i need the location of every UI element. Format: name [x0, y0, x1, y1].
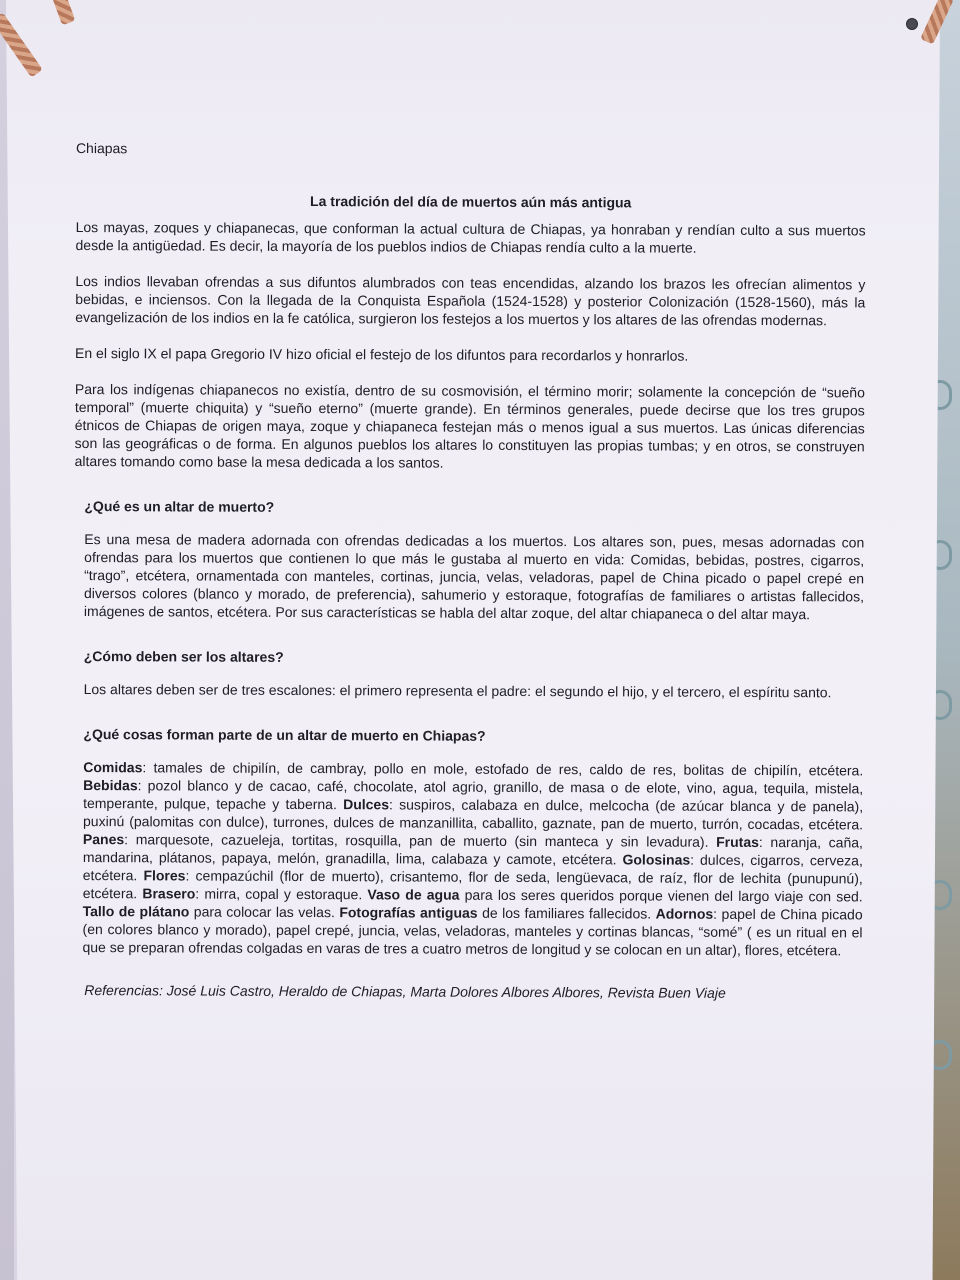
section-body-altar: Es una mesa de madera adornada con ofrendas dedicadas a los muertos. Los altares son, pues, mesas adornadas con ofrendas para los muertos que contienen lo que más le gustaba al muerto en vida: Comidas, bebidas, postres, cigarros, “trago”, etcétera, ornamentada con manteles, cortinas, juncia, velas, veladoras, papel de China picado o papel crepé en diversos colores (blanco y morado, de preferencia), sahumerio y estoraque, fotografías de familiares o artistas fallecidos, imágenes de santos, etcétera. Por sus características se habla del altar zoque, del altar chiapaneca o del altar maya. [83, 531, 865, 623]
intro-paragraph-3: En el siglo IX el papa Gregorio IV hizo oficial el festejo de los difuntos para recordarlos y honrarlos. [75, 344, 689, 364]
item-text: : papel de China picado (en colores blanco y morado), papel crepé, juncia, velas, veladoras, manteles y cortinas blancas, “somé” ( es un ritual en el que se preparan ofrendas colgadas en varas de tres a cuatro metros de longitud y se colocan en un altar), flores, etcétera. [82, 905, 863, 959]
section-body-altares: Los altares deben ser de tres escalones: el primero representa el padre: el segundo el hijo, y el tercero, el espíritu santo. [83, 681, 832, 701]
item-text: : pozol blanco y de cacao, café, chocolate, atol agrio, granillo, de masa o de elote, vino, agua, tequila, mistela, temperante, pulque, tepache y taberna. [83, 777, 864, 813]
section-heading-altar: ¿Qué es un altar de muerto? [84, 498, 275, 515]
item-label: Adornos [655, 905, 714, 922]
pin-icon [906, 18, 918, 30]
item-text: : tamales de chipilín, de cambray, pollo en mole, estofado de res, caldo de res, bolitas de chipilín, etcétera. [142, 759, 864, 779]
item-label: Comidas [83, 759, 143, 776]
references: Referencias: José Luis Castro, Heraldo de Chiapas, Marta Dolores Albores Albores, Revista Buen Viaje [84, 982, 726, 1001]
item-label: Brasero [142, 885, 196, 902]
item-label: Fotografías antiguas [339, 904, 478, 921]
item-label: Dulces [343, 796, 390, 813]
document-content [72, 140, 866, 1001]
intro-paragraph-2: Los indios llevaban ofrendas a sus difuntos alumbrados con teas encendidas, alzando los brazos les ofrecían alimentos y bebidas, e inciensos. Con la llegada de la Conquista Española (1524-1528) y posterior Colonización (1528-1560), más la evangelización de los indios en la fe católica, surgieron los festejos a los muertos y los altares de las ofrendas modernas. [75, 272, 866, 329]
item-text: para colocar las velas. [189, 903, 340, 921]
item-text: de los familiares fallecidos. [477, 904, 656, 922]
item-text: : suspiros, calabaza en dulce, melcocha (de azúcar blanca y de panela), puxinú (palomitas con dulce), turrones, dulces de manzanillita, caballito, gaznate, pan de muerto, turrón, cocadas, etcétera. [82, 796, 864, 833]
item-label: Tallo de plátano [82, 903, 190, 920]
item-text: : naranja, caña, mandarina, plátanos, papaya, melón, granadilla, lima, calabaza y camote, etcétera. [82, 833, 863, 868]
item-text: para los seres queridos porque vienen del largo viaje con sed. [459, 886, 863, 905]
intro-paragraph-1: Los mayas, zoques y chiapanecas, que conforman la actual cultura de Chiapas, ya honraban y rendían culto a sus muertos desde la antigüedad. Es decir, la mayoría de los pueblos indios de Chiapas rendía culto a la muerte. [75, 218, 866, 256]
intro-paragraph-4: Para los indígenas chiapanecos no existía, dentro de su cosmovisión, el término morir; solamente la concepción de “sueño temporal” (muerte chiquita) y “sueño eterno” (muerte grande). En términos generales, puede decirse que los tres grupos étnicos de Chiapas de origen maya, zoque y chiapaneca festejan más o menos igual a sus muertos. Las únicas diferencias son las geográficas o de forma. En algunos pueblos los altares lo constituyen las propias tumbas; y en otros, se construyen altares tomando como base la mesa dedicada a los santos. [74, 380, 865, 471]
item-text: : marquesote, cazueleja, tortitas, rosquilla, pan de muerto (sin manteca y sin levadura). [124, 831, 717, 850]
item-label: Bebidas [83, 777, 138, 794]
header-label: Chiapas [75, 140, 128, 157]
item-label: Vaso de agua [367, 886, 460, 903]
section-heading-items: ¿Qué cosas forman parte de un altar de muerto en Chiapas? [83, 726, 486, 744]
item-label: Frutas [716, 833, 759, 850]
item-text: : dulces, cigarros, cerveza, etcétera. [82, 851, 863, 884]
item-label: Panes [82, 831, 125, 848]
page-title: La tradición del día de muertos aún más antigua [310, 193, 632, 211]
section-body-items [82, 758, 863, 959]
item-label: Flores [143, 867, 186, 884]
item-text: : cempazúchil (flor de muerto), crisantemo, flor de seda, lengüevaca, de raíz, flor de lechita (punupunú), etcétera. [82, 867, 863, 902]
item-text: : mirra, copal y estoraque. [195, 885, 368, 903]
item-label: Golosinas [622, 851, 691, 868]
section-heading-altares: ¿Cómo deben ser los altares? [83, 648, 284, 665]
